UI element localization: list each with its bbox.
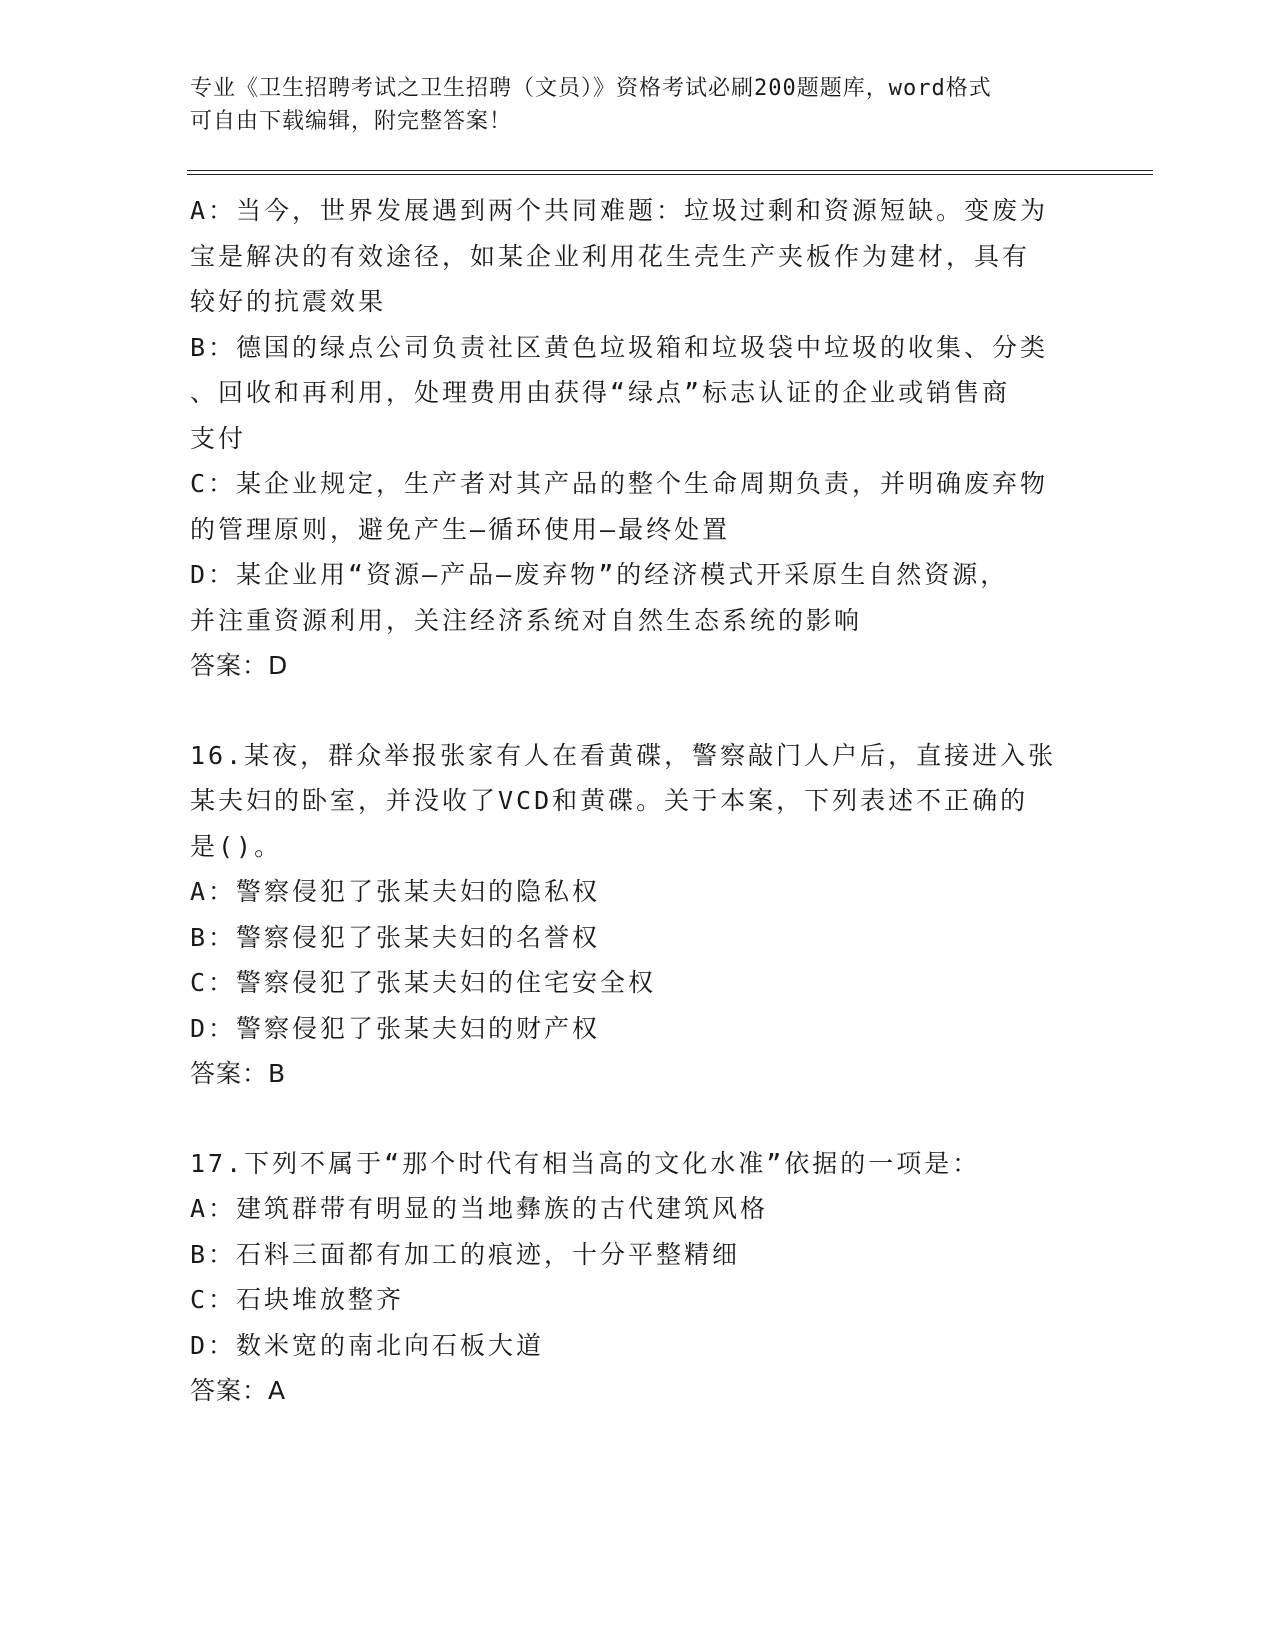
question-line: 、回收和再利用，处理费用由获得“绿点”标志认证的企业或销售商 bbox=[190, 378, 1011, 407]
question-line: C：石块堆放整齐 bbox=[190, 1285, 405, 1314]
question-line: B：德国的绿点公司负责社区黄色垃圾箱和垃圾袋中垃圾的收集、分类 bbox=[190, 332, 1049, 362]
question-line: 16.某夜，群众举报张家有人在看黄碟，警察敲门人户后，直接进入张 bbox=[190, 740, 1057, 770]
question-line: 较好的抗震效果 bbox=[190, 287, 387, 316]
question-list bbox=[190, 188, 1090, 1414]
header-divider bbox=[187, 170, 1153, 171]
question-line: 17.下列不属于“那个时代有相当高的文化水准”依据的一项是： bbox=[190, 1148, 981, 1178]
question-line: 某夫妇的卧室，并没收了VCD和黄碟。关于本案，下列表述不正确的 bbox=[190, 786, 1029, 815]
question-line: A：当今，世界发展遇到两个共同难题：垃圾过剩和资源短缺。变废为 bbox=[190, 196, 1049, 225]
question-item bbox=[190, 1141, 1090, 1414]
question-line: 宝是解决的有效途径，如某企业利用花生壳生产夹板作为建材，具有 bbox=[190, 241, 1031, 271]
question-line: D：数米宽的南北向石板大道 bbox=[190, 1330, 545, 1360]
header-divider bbox=[187, 174, 1153, 175]
spacer bbox=[190, 689, 1090, 733]
question-line: 支付 bbox=[190, 423, 247, 453]
question-line: C：某企业规定，生产者对其产品的整个生命周期负责，并明确废弃物 bbox=[190, 469, 1049, 498]
page-header bbox=[190, 72, 1090, 138]
question-line: 并注重资源利用，关注经济系统对自然生态系统的影响 bbox=[190, 605, 863, 635]
question-item bbox=[190, 188, 1090, 689]
question-line: A：建筑群带有明显的当地彝族的古代建筑风格 bbox=[190, 1194, 769, 1223]
question-line: D：某企业用“资源—产品—废弃物”的经济模式开采原生自然资源， bbox=[190, 560, 1009, 589]
answer-line: 答案：A bbox=[190, 1376, 287, 1405]
header-line: 可自由下载编辑，附完整答案！ bbox=[190, 109, 513, 134]
question-line: D：警察侵犯了张某夫妇的财产权 bbox=[190, 1013, 601, 1043]
question-line: B：警察侵犯了张某夫妇的名誉权 bbox=[190, 922, 601, 952]
answer-line: 答案：B bbox=[190, 1059, 287, 1088]
answer-line: 答案：D bbox=[190, 651, 289, 680]
question-line: A：警察侵犯了张某夫妇的隐私权 bbox=[190, 877, 601, 906]
header-line: 专业《卫生招聘考试之卫生招聘（文员）》资格考试必刷200题题库，word格式 bbox=[190, 76, 992, 101]
question-line: 是()。 bbox=[190, 831, 283, 861]
question-line: 的管理原则，避免产生—循环使用—最终处置 bbox=[190, 514, 731, 544]
spacer bbox=[190, 1097, 1090, 1141]
question-line: B：石料三面都有加工的痕迹，十分平整精细 bbox=[190, 1239, 741, 1269]
question-item bbox=[190, 733, 1090, 1097]
question-line: C：警察侵犯了张某夫妇的住宅安全权 bbox=[190, 968, 657, 997]
